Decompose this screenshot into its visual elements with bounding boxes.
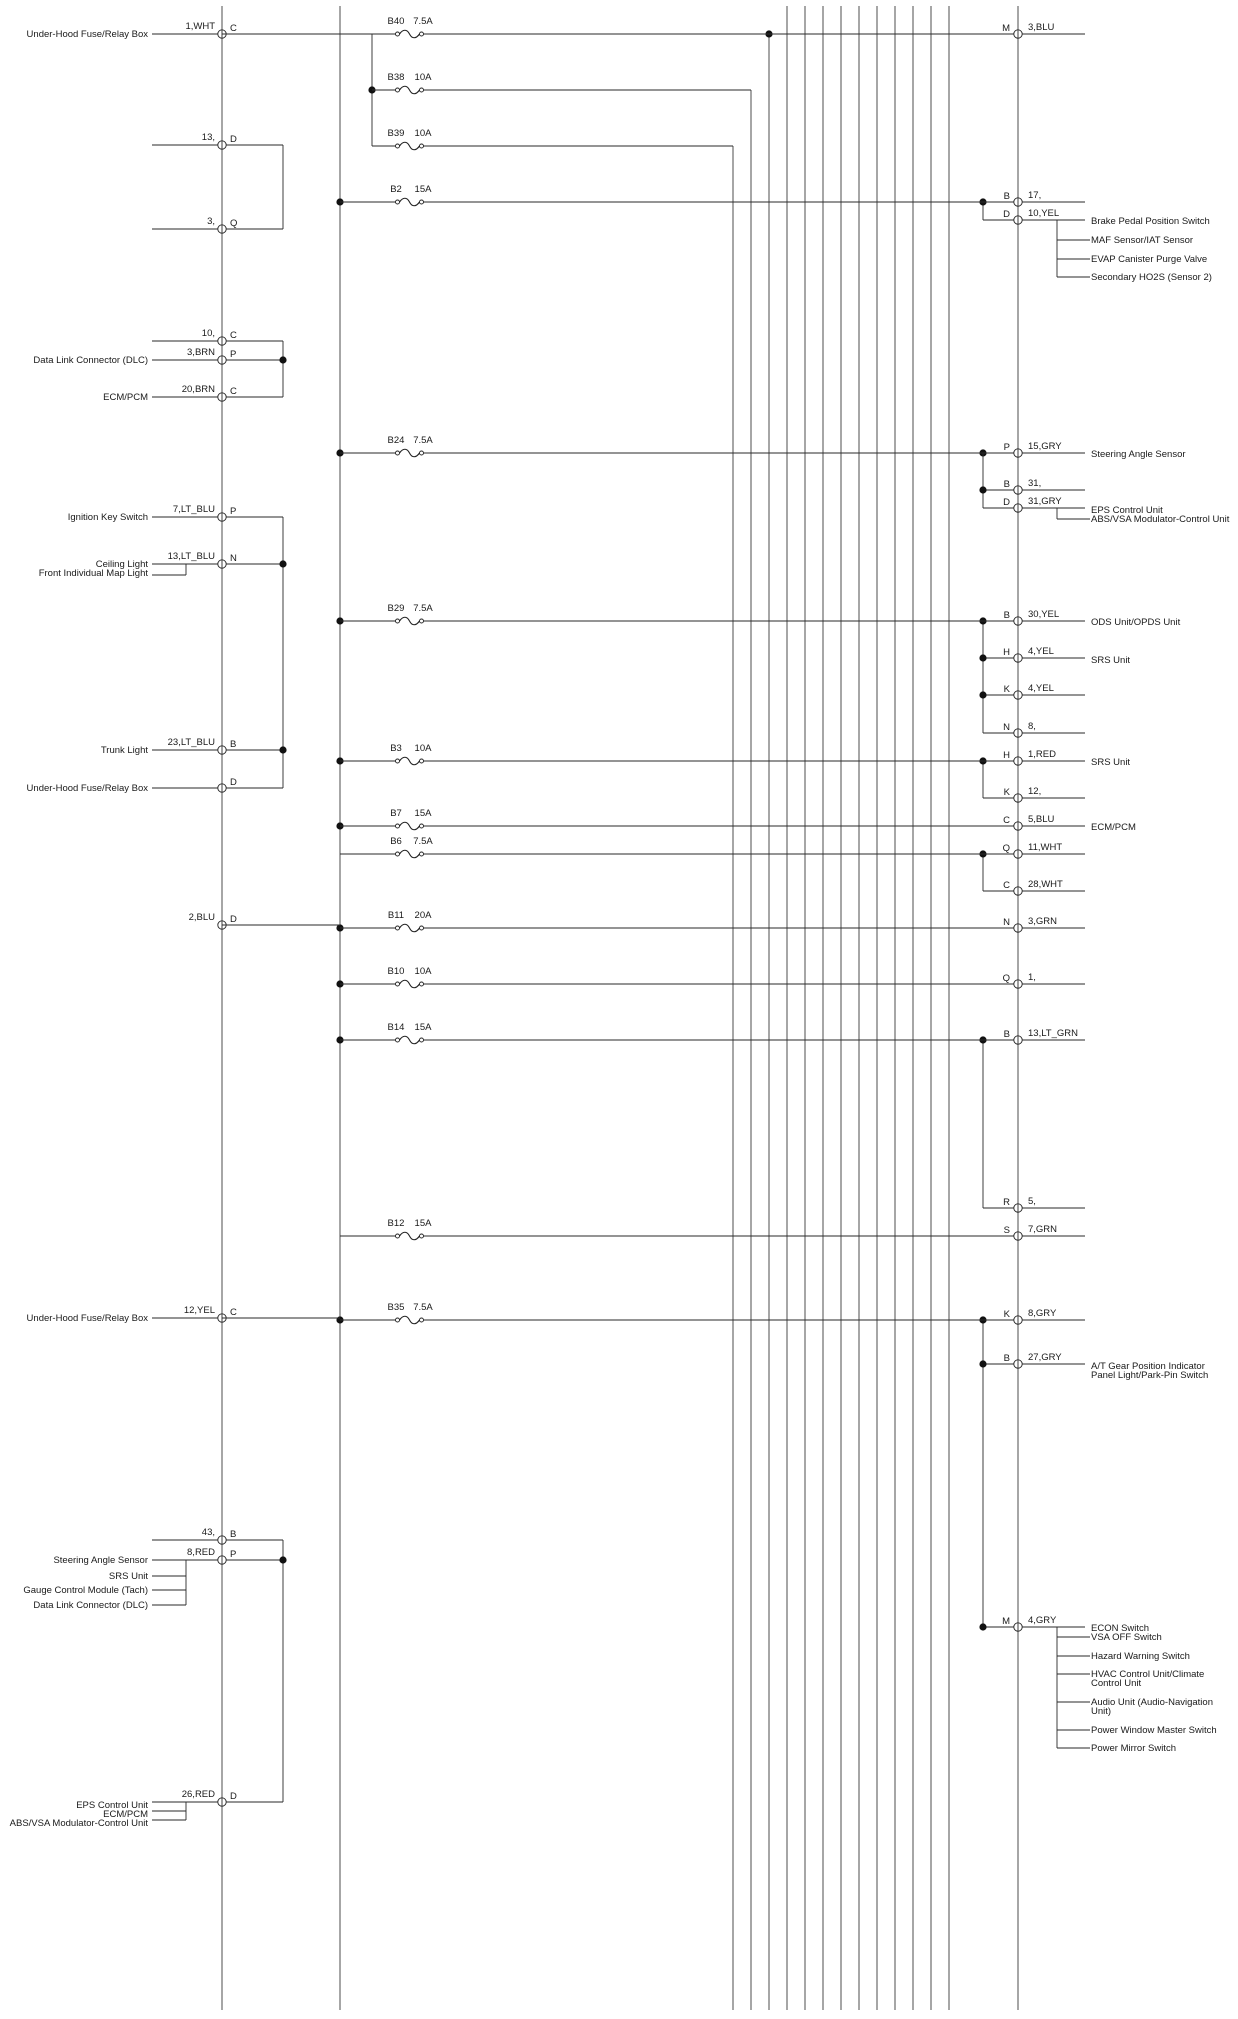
right-component-label [1091,505,1230,525]
pin-letter: C [230,386,237,397]
fuse-icon [400,449,420,457]
right-component-label [1091,655,1130,666]
wire-code: 13, [201,132,215,143]
left-connector-d [27,777,237,794]
connector-pin [1014,504,1022,512]
connector-pin [1014,887,1022,895]
pin-letter: Q [230,218,238,229]
pin-letter: B [1003,1353,1010,1364]
wire-code: 13,LT_GRN [1028,1028,1078,1039]
fuse-icon [400,850,420,858]
fuse-id: B24 [387,435,405,446]
wire-code: 30,YEL [1028,609,1060,620]
pin-letter: C [230,1307,237,1318]
connector-pin [1014,1036,1022,1044]
right-component-label [1091,216,1210,227]
pin-letter: P [1003,442,1010,453]
parallel-circuit-lines [733,6,949,2010]
fuse-b40 [222,16,1018,38]
left-connector-n [39,551,237,579]
component-label: Steering Angle Sensor [1091,449,1186,460]
wire-code: 1, [1028,972,1036,983]
pin-letter: C [1003,880,1010,891]
component-label: ABS/VSA Modulator-Control Unit [9,1818,148,1829]
connector-pin [218,225,226,233]
wire-code: 10,YEL [1028,208,1060,219]
fuse-b3 [340,743,1018,765]
right-component-label [1091,1651,1190,1662]
wire-code: 31,GRY [1028,496,1062,507]
wire-code: 17, [1028,190,1042,201]
component-label: ECON Switch [1091,1623,1150,1634]
left-connector-c [103,384,237,403]
wire-code: 3,BLU [1028,22,1055,33]
wire-code: 10, [201,328,215,339]
fuse-id: B39 [387,128,405,139]
pin-letter: D [230,1791,237,1802]
fuse-icon [400,924,420,932]
pin-letter: P [230,1549,237,1560]
wire-code: 7,GRN [1028,1224,1058,1235]
fuse-rating: 15A [414,1218,432,1229]
fuse-rating: 7.5A [413,836,433,847]
fuse-icon [400,1316,420,1324]
fuse-b29 [340,603,1018,625]
fuse-rating: 15A [414,808,432,819]
fuse-id: B11 [387,910,405,921]
wire-code: 11,WHT [1028,842,1063,853]
left-connector-d [202,132,237,149]
pin-letter: P [230,506,237,517]
fuse-id: B35 [387,1302,405,1313]
connector-pin [1014,216,1022,224]
diagram-structure [152,6,1090,2010]
fuse-icon [400,980,420,988]
fuse-rating: 20A [414,910,432,921]
fuse-icon [400,617,420,625]
fuse-id: B6 [390,836,402,847]
fuse-rating: 10A [414,128,432,139]
right-connector-n [1003,916,1085,932]
connector-pin [1014,1360,1022,1368]
component-label: Gauge Control Module (Tach) [23,1585,148,1596]
right-component-label [1091,449,1186,460]
component-label: HVAC Control Unit/Climate [1091,1669,1205,1680]
right-component-label [1091,1725,1217,1736]
component-label: Ignition Key Switch [67,512,148,523]
component-label: Panel Light/Park-Pin Switch [1091,1370,1209,1381]
connector-pin [1014,617,1022,625]
pin-letter: S [1003,1225,1010,1236]
left-connector-p [33,347,236,366]
component-label: Under-Hood Fuse/Relay Box [26,1313,148,1324]
pin-letter: B [1003,1029,1010,1040]
component-label: Audio Unit (Audio-Navigation [1091,1697,1213,1708]
connector-pin [218,1556,226,1564]
fuse-rating: 15A [414,1022,432,1033]
fuse-rating: 10A [414,743,432,754]
left-connector-c [27,1305,237,1324]
component-label: SRS Unit [108,1571,148,1582]
connector-pin [1014,198,1022,206]
wire-code: 1,RED [1028,749,1056,760]
component-label: ECM/PCM [1091,822,1136,833]
pin-letter: N [1003,917,1010,928]
right-component-label [1091,1697,1213,1717]
fuse-id: B3 [390,743,402,754]
power-bus-splices [336,30,772,1323]
wire-code: 3, [207,216,215,227]
left-connector-d [189,912,237,929]
fuse-rating: 7.5A [413,1302,433,1313]
pin-letter: N [1003,722,1010,733]
right-connector-k [1004,786,1085,802]
connector-pin [1014,1623,1022,1631]
connector-pin [218,141,226,149]
right-connector-r [1003,1196,1085,1212]
wire-code: 26,RED [181,1789,215,1800]
fuse-id: B29 [387,603,405,614]
component-label: ECM/PCM [103,392,148,403]
fuse-id: B2 [390,184,402,195]
fuse-id: B40 [387,16,405,27]
wire-code: 23,LT_BLU [167,737,215,748]
connector-pin [1014,30,1022,38]
wire-code: 5,BLU [1028,814,1055,825]
fuse-icon [400,1036,420,1044]
pin-letter: Q [1002,973,1010,984]
right-connector-b [1004,478,1085,494]
wire-code: 28,WHT [1028,879,1063,890]
left-connector-p [68,504,237,523]
right-connector-p [1004,441,1085,457]
right-connector-c [1003,814,1085,830]
right-connector-b [1004,1352,1085,1368]
connector-pin [1014,1232,1022,1240]
pin-letter: C [230,23,237,34]
wire-code: 3,GRN [1028,916,1058,927]
pin-letter: M [1002,23,1010,34]
fuse-icon [400,822,420,830]
pin-letter: H [1003,750,1010,761]
right-component-label [1091,1623,1162,1643]
right-connector-q [1003,842,1085,858]
pin-letter: M [1002,1616,1010,1627]
pin-letter: R [1003,1197,1010,1208]
right-component-label [1091,1669,1204,1689]
pin-letter: D [230,777,237,788]
wire-code: 8,GRY [1028,1308,1057,1319]
connector-pin [1014,822,1022,830]
right-connector-h [1003,646,1085,662]
wire-code: 3,BRN [187,347,215,358]
pin-letter: P [230,349,237,360]
wire-code: 4,GRY [1028,1615,1057,1626]
right-connector-k [1004,683,1085,699]
fuse-icon [400,198,420,206]
connector-pin [1014,1204,1022,1212]
pin-letter: H [1003,647,1010,658]
connector-pin [218,1536,226,1544]
right-connector-d [1003,208,1085,224]
fuse-id: B38 [387,72,405,83]
fuse-b38 [372,72,432,94]
wire-code: 12, [1028,786,1042,797]
fuse-id: B12 [387,1218,405,1229]
wire-code: 8, [1028,721,1036,732]
component-label: SRS Unit [1091,757,1131,768]
connector-pin [1014,1316,1022,1324]
left-connector-b [202,1527,237,1544]
component-label: ODS Unit/OPDS Unit [1091,617,1181,628]
pin-letter: B [1003,479,1010,490]
wire-code: 1,WHT [185,21,215,32]
right-component-label [1091,1361,1208,1381]
wire-code: 43, [201,1527,215,1538]
component-label: Unit) [1091,1706,1112,1717]
fuse-rating: 7.5A [413,603,433,614]
wire-code: 2,BLU [188,912,215,923]
connector-pin [1014,980,1022,988]
component-label: Front Individual Map Light [38,568,148,579]
connector-pin [218,1798,226,1806]
connector-pin [218,513,226,521]
wire-code: 4,YEL [1028,683,1054,694]
left-connector-c [202,328,237,345]
connector-pin [218,337,226,345]
fuse-id: B10 [387,966,405,977]
fuse-id: B14 [387,1022,405,1033]
component-label: Control Unit [1091,1678,1142,1689]
connector-pin [1014,691,1022,699]
fuse-b2 [340,184,1018,206]
right-splices [979,198,1018,1630]
wire-code: 8,RED [187,1547,215,1558]
connector-pin [1014,924,1022,932]
fuse-icon [400,142,420,150]
left-connector-d [10,1789,237,1829]
component-label: VSA OFF Switch [1091,1632,1162,1643]
right-component-label [1091,1743,1176,1754]
fuse-b12 [388,1218,1018,1240]
component-label: MAF Sensor/IAT Sensor [1091,235,1194,246]
right-connector-n [1003,721,1085,737]
component-label: Power Window Master Switch [1091,1725,1217,1736]
pin-letter: D [230,914,237,925]
component-label: ABS/VSA Modulator-Control Unit [1091,514,1230,525]
component-label: Trunk Light [100,745,148,756]
right-component-labels [1091,216,1230,1754]
fuse-rating: 15A [414,184,432,195]
left-connectors [10,21,238,1829]
component-label: EPS Control Unit [1091,505,1163,516]
right-component-label [1091,254,1207,265]
fuse-b14 [340,1022,1018,1044]
connector-pin [218,356,226,364]
connector-pin [218,393,226,401]
component-label: SRS Unit [1091,655,1131,666]
wire-code: 5, [1028,1196,1036,1207]
right-connector-d [1003,496,1085,512]
right-connector-q [1003,972,1085,988]
pin-letter: N [230,553,237,564]
right-component-label [1091,235,1193,246]
right-connector-c [1003,879,1085,895]
wire-code: 15,GRY [1028,441,1062,452]
component-label: Under-Hood Fuse/Relay Box [26,783,148,794]
right-connector-m [1002,1615,1085,1631]
component-label: EPS Control Unit [76,1800,148,1811]
fuse-icon [400,757,420,765]
pin-letter: K [1003,684,1010,695]
pin-letter: Q [1002,843,1010,854]
fuse-rating: 10A [414,72,432,83]
fuse-id: B7 [390,808,402,819]
connector-pin [218,784,226,792]
fuse-rating: 7.5A [413,435,433,446]
right-component-label [1091,272,1212,283]
component-label: Data Link Connector (DLC) [33,355,148,366]
right-component-label [1091,617,1181,628]
right-component-label [1091,822,1136,833]
connector-pin [1014,654,1022,662]
fuse-b6 [390,836,1018,858]
connector-pin [1014,794,1022,802]
pin-letter: D [1003,497,1010,508]
fuse-icon [400,1232,420,1240]
right-connector-h [1003,749,1085,765]
fuse-rating: 10A [414,966,432,977]
right-connector-b [1004,609,1085,625]
pin-letter: D [1003,209,1010,220]
component-label: ECM/PCM [103,1809,148,1820]
pin-letter: K [1003,787,1010,798]
wire-code: 13,LT_BLU [167,551,215,562]
left-connector-p [23,1547,236,1611]
wire-code: 7,LT_BLU [172,504,215,515]
component-label: Under-Hood Fuse/Relay Box [26,29,148,40]
component-label: Secondary HO2S (Sensor 2) [1091,272,1212,283]
wire-code: 31, [1028,478,1042,489]
component-label: Ceiling Light [95,559,148,570]
pin-letter: B [230,739,237,750]
connector-pin [1014,486,1022,494]
right-connector-b [1004,1028,1085,1044]
fuses [222,16,1018,1324]
left-connector-c [27,21,237,40]
pin-letter: C [230,330,237,341]
fuse-icon [400,86,420,94]
component-label: Hazard Warning Switch [1091,1651,1190,1662]
right-connector-m [1002,22,1085,38]
pin-letter: B [230,1529,237,1540]
wire-code: 4,YEL [1028,646,1054,657]
right-component-label [1091,757,1130,768]
pin-letter: K [1003,1309,1010,1320]
fuse-b39 [372,128,432,150]
pin-letter: B [1003,191,1010,202]
connector-pin [1014,757,1022,765]
right-connector-s [1004,1224,1085,1240]
connector-pin [1014,449,1022,457]
wire-code: 12,YEL [183,1305,215,1316]
fuse-icon [400,30,420,38]
component-label: Power Mirror Switch [1091,1743,1176,1754]
component-label: EVAP Canister Purge Valve [1091,254,1208,265]
right-connector-k [1004,1308,1085,1324]
component-label: A/T Gear Position Indicator [1091,1361,1205,1372]
component-label: Data Link Connector (DLC) [33,1600,148,1611]
pin-letter: D [230,134,237,145]
fuse-b10 [340,966,1018,988]
fuse-b24 [340,435,1018,457]
pin-letter: B [1003,610,1010,621]
wire-code: 20,BRN [181,384,215,395]
fuse-b7 [340,808,1018,830]
fuse-rating: 7.5A [413,16,433,27]
component-label: Steering Angle Sensor [53,1555,148,1566]
right-connectors [1002,22,1085,1631]
component-label: Brake Pedal Position Switch [1091,216,1210,227]
pin-letter: C [1003,815,1010,826]
right-connector-b [1004,190,1085,206]
connector-pin [1014,850,1022,858]
wire-code: 27,GRY [1028,1352,1062,1363]
left-connector-b [101,737,237,756]
connector-pin [1014,729,1022,737]
connector-pin [218,746,226,754]
connector-pin [218,560,226,568]
